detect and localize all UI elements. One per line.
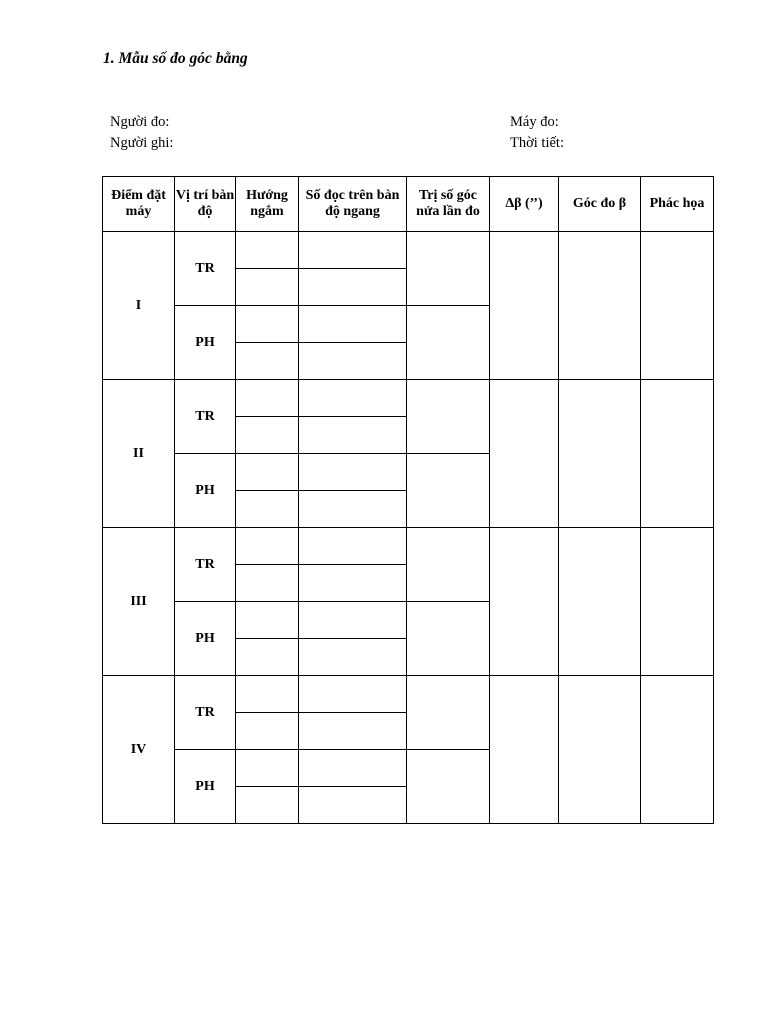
cell <box>490 380 559 528</box>
cell <box>299 676 407 713</box>
station-label: I <box>103 232 175 380</box>
cell <box>299 269 407 306</box>
cell <box>236 602 299 639</box>
cell <box>236 269 299 306</box>
cell <box>407 750 490 824</box>
cell <box>236 528 299 565</box>
cell <box>299 343 407 380</box>
document-title: 1. Mẫu số đo góc bằng <box>103 50 248 67</box>
observer-label: Người đo: <box>110 114 170 130</box>
cell <box>559 232 641 380</box>
cell <box>236 676 299 713</box>
cell <box>299 454 407 491</box>
station-label: II <box>103 380 175 528</box>
cell <box>299 491 407 528</box>
header-sighting-direction: Hướng ngắm <box>236 177 299 232</box>
weather-label: Thời tiết: <box>510 135 564 151</box>
position-label: PH <box>175 454 236 528</box>
cell <box>559 528 641 676</box>
cell <box>641 676 714 824</box>
cell <box>407 676 490 750</box>
header-measured-angle: Góc đo β <box>559 177 641 232</box>
table-row <box>103 232 714 269</box>
cell <box>299 713 407 750</box>
cell <box>299 639 407 676</box>
cell <box>236 787 299 824</box>
cell <box>407 306 490 380</box>
position-label: TR <box>175 528 236 602</box>
cell <box>407 528 490 602</box>
cell <box>236 306 299 343</box>
cell <box>299 602 407 639</box>
position-label: TR <box>175 380 236 454</box>
cell <box>299 565 407 602</box>
cell <box>236 639 299 676</box>
table-row <box>103 528 714 565</box>
cell <box>236 417 299 454</box>
cell <box>236 454 299 491</box>
angle-measurement-table <box>102 176 714 824</box>
position-label: PH <box>175 306 236 380</box>
position-label: PH <box>175 602 236 676</box>
position-label: PH <box>175 750 236 824</box>
position-label: TR <box>175 676 236 750</box>
cell <box>407 232 490 306</box>
cell <box>490 528 559 676</box>
cell <box>490 232 559 380</box>
cell <box>299 787 407 824</box>
header-half-set-angle: Trị số góc nửa lần đo <box>407 177 490 232</box>
cell <box>299 417 407 454</box>
cell <box>559 380 641 528</box>
cell <box>407 380 490 454</box>
table-row <box>103 676 714 713</box>
station-label: IV <box>103 676 175 824</box>
cell <box>236 232 299 269</box>
cell <box>299 528 407 565</box>
recorder-label: Người ghi: <box>110 135 174 151</box>
station-label: III <box>103 528 175 676</box>
cell <box>236 380 299 417</box>
header-sketch: Phác họa <box>641 177 714 232</box>
cell <box>641 232 714 380</box>
header-station: Điểm đặt máy <box>103 177 175 232</box>
cell <box>236 491 299 528</box>
cell <box>299 232 407 269</box>
cell <box>299 306 407 343</box>
cell <box>641 380 714 528</box>
cell <box>236 565 299 602</box>
header-horizontal-reading: Số đọc trên bàn độ ngang <box>299 177 407 232</box>
cell <box>407 454 490 528</box>
header-circle-position: Vị trí bàn độ <box>175 177 236 232</box>
cell <box>299 380 407 417</box>
table-row <box>103 380 714 417</box>
cell <box>236 750 299 787</box>
cell <box>559 676 641 824</box>
header-row <box>103 177 714 232</box>
cell <box>490 676 559 824</box>
cell <box>236 713 299 750</box>
cell <box>641 528 714 676</box>
position-label: TR <box>175 232 236 306</box>
cell <box>236 343 299 380</box>
cell <box>299 750 407 787</box>
header-delta-beta: Δβ (’’) <box>490 177 559 232</box>
cell <box>407 602 490 676</box>
instrument-label: Máy đo: <box>510 114 559 130</box>
